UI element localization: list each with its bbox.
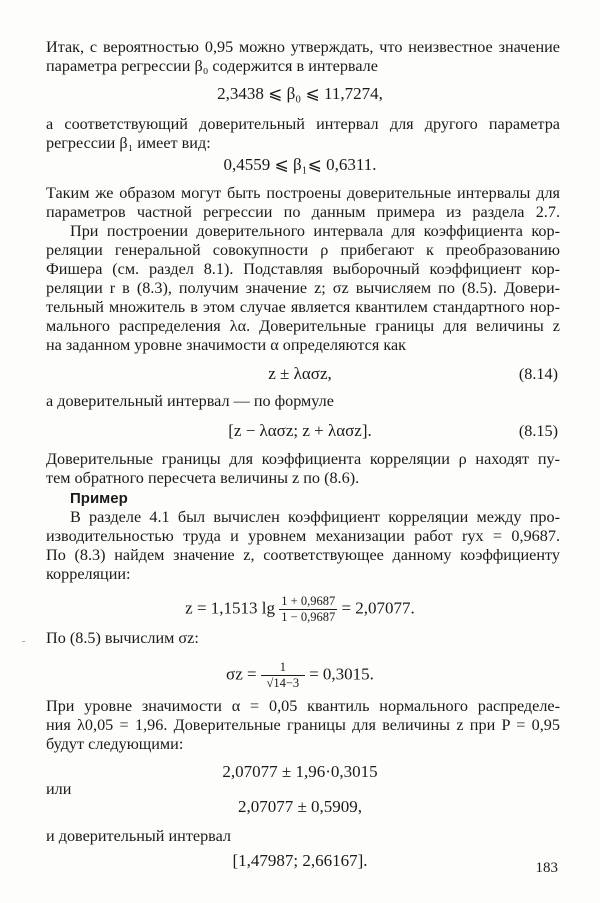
formula-fisher-z <box>0 594 600 625</box>
text-line: мального распределения λα. Доверительные границы для величины z <box>46 317 560 335</box>
text-line: При уровне значимости α = 0,05 квантиль нормального распределе- <box>46 697 560 715</box>
fraction <box>261 660 305 691</box>
text-line: реляции r в (8.3), получим значение z; σz вычисляем по (8.5). Довери- <box>46 279 560 297</box>
formula-8-15: [z − λασz; z + λασz]. <box>228 421 372 440</box>
fraction-denominator: √14−3 <box>266 676 300 690</box>
formula-bounds-result: 2,07077 ± 0,5909, <box>237 797 363 816</box>
text-line: По (8.3) найдем значение z, соответствующее данному коэффициенту <box>46 546 560 564</box>
text-line: параметра регрессии β₀ содержится в интервале <box>46 57 378 75</box>
formula-8-14: z ± λασz, <box>268 364 332 383</box>
equation-number: (8.15) <box>518 422 558 440</box>
text-line: изводительностью труда и уровнем механизации работ ryx = 0,9687. <box>46 527 560 545</box>
formula-left: z = 1,1513 lg <box>185 598 276 618</box>
formula-left: σz = <box>226 664 257 684</box>
text-line: тельный множитель в этом случае является квантилем стандартного нор- <box>46 298 560 316</box>
text-line: По (8.5) вычислим σz: <box>46 629 199 647</box>
formula-right: = 2,07077. <box>341 598 415 618</box>
formula-right: = 0,3015. <box>309 664 374 684</box>
text-line: параметров частной регрессии по данным примера из раздела 2.7. <box>46 203 560 221</box>
formula-beta1-interval: 0,4559 ⩽ β₁⩽ 0,6311. <box>223 155 377 174</box>
text-line: на заданном уровне значимости α определяются как <box>46 336 407 354</box>
equation-number: (8.14) <box>518 365 558 383</box>
fraction <box>279 594 337 625</box>
text-line: и доверительный интервал <box>46 827 232 845</box>
margin-mark: - <box>22 636 26 647</box>
fraction-numerator: 1 <box>261 660 305 676</box>
fraction-denominator: 1 − 0,9687 <box>281 610 336 624</box>
text-line: будут следующими: <box>46 735 184 753</box>
text-line: корреляции: <box>46 565 131 583</box>
text-line: регрессии β₁ имеет вид: <box>46 134 211 152</box>
formula-beta0-interval: 2,3438 ⩽ β₀ ⩽ 11,7274, <box>217 84 383 103</box>
text-line: Фишера (см. раздел 8.1). Подставляя выборочный коэффициент кор- <box>46 260 560 278</box>
fraction-numerator: 1 + 0,9687 <box>281 594 336 608</box>
text-line: или <box>46 780 72 798</box>
text-line: ния λ0,05 = 1,96. Доверительные границы для величины z при P = 0,95 <box>46 716 560 734</box>
formula-sigma-z <box>0 660 600 691</box>
text-line: тем обратного пересчета величины z по (8.6). <box>46 469 360 487</box>
text-line: а соответствующий доверительный интервал для другого параметра <box>46 115 560 133</box>
text-line: Таким же образом могут быть построены доверительные интервалы для <box>46 184 560 202</box>
text-line: Доверительные границы для коэффициента корреляции ρ находят пу- <box>46 450 560 468</box>
text-line: Итак, с вероятностью 0,95 можно утверждать, что неизвестное значение <box>46 38 560 56</box>
formula-bounds: 2,07077 ± 1,96·0,3015 <box>222 762 378 781</box>
text-line: а доверительный интервал — по формуле <box>46 392 334 410</box>
text-line: При построении доверительного интервала для коэффициента кор- <box>70 222 560 240</box>
example-heading: Пример <box>70 490 128 507</box>
text-line: реляции генеральной совокупности ρ прибегают к преобразованию <box>46 241 560 259</box>
text-line: В разделе 4.1 был вычислен коэффициент корреляции между про- <box>70 508 560 526</box>
page-number: 183 <box>535 860 558 876</box>
formula-interval-result: [1,47987; 2,66167]. <box>232 851 368 870</box>
